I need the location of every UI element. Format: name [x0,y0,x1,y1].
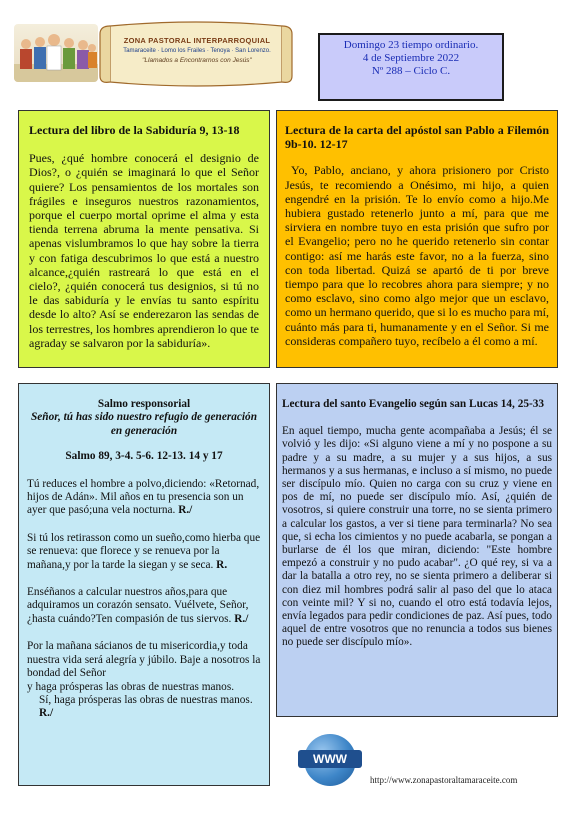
psalm-stanza-4-line3 [27,694,261,721]
second-reading-title: Lectura de la carta del apóstol san Pablo a Filemón 9b-10. 12-17 [285,123,549,152]
www-globe-icon [304,734,356,786]
psalm-stanza-2 [27,532,261,572]
parish-logo-illustration [14,24,98,82]
stanza-text: Por la mañana sácianos de tu misericordia,y toda nuestra vida será alegría y júbilo. Baje a nosotros la bondad del Señor [27,640,261,680]
gospel-text: En aquel tiempo, mucha gente acompañaba a Jesús; él se volvió y les dijo: «Si alguno viene a mí y no pospone a su padre y a su madre, a su mujer y a sus hijos, a sus hermanos y a sus hermanas, e incluso a sí mismo, no puede ser discípulo mío. Quien no carga con su cruz y viene en pos de mí, no puede ser discípulo mío. Así, ¿quién de vosotros, si quiere construir una torre, no se sienta primero a calcular los gastos, a ver si tiene para terminarla? No sea que, si echa los cimientos y no puede acabarla, se pongan a burlarse de él los que miran, diciendo: "Este hombre empezó a construir y no pudo acabar". ¿O qué rey, si va a dar la batalla a otro rey, no se sienta primero a deliberar si con diez mil hombres podrá salir al paso del que lo ataca con veinte mil? Y si no, cuando el otro está todavía lejos, envía legados para pedir condiciones de paz. Así pues, todo aquel de entre vosotros que no renuncia a todos sus bienes no puede ser discípulo mío». [282,425,552,649]
first-reading-title: Lectura del libro de la Sabiduría 9, 13-18 [29,123,240,137]
second-reading-box [276,110,558,368]
response-marker: R./ [234,612,249,625]
psalm-stanza-4 [27,640,261,680]
first-reading-box [18,110,270,368]
date-text: 4 de Septiembre 2022 [362,52,460,64]
gospel-title: Lectura del santo Evangelio según san Lucas 14, 25-33 [282,398,545,410]
psalm-reference: Salmo 89, 3-4. 5-6. 12-13. 14 y 17 [65,450,223,463]
liturgical-sunday: Domingo 23 tiempo ordinario. [343,39,479,51]
stanza-text: y haga prósperas las obras de nuestras manos. [27,680,235,693]
zone-motto: "Llamados a Encontrarnos con Jesús" [142,57,252,64]
website-link[interactable]: http://www.zonapastoraltamaraceite.com [370,775,518,785]
psalm-stanza-1 [27,478,261,518]
response-marker: R./ [178,504,193,517]
parishes-list: Tamaraceite · Lomo los Frailes · Tenoya · San Lorenzo. [123,48,271,54]
stanza-text: Sí, haga prósperas las obras de nuestras manos. [39,693,253,706]
zone-title: ZONA PASTORAL INTERPARROQUIAL [123,36,271,45]
date-box [318,33,504,101]
stanza-text: Tú reduces el hombre a polvo,diciendo: «Retornad, hijos de Adán». Mil años en tu presencia son un ayer que pasó;una vela nocturna. [27,477,260,517]
header-scroll-banner [92,16,300,94]
stanza-text: Si tú los retirasson como un sueño,como hierba que se renueva: que florece y se renueva por la mañana,y por la tarde la siegan y se seca. [27,531,261,571]
psalm-title: Salmo responsorial [97,398,191,410]
psalm-stanza-4-line2 [27,681,261,694]
psalm-response: Señor, tú has sido nuestro refugio de generación en generación [31,411,257,437]
response-marker: R./ [39,707,54,720]
issue-number: Nº 288 – Ciclo C. [371,65,451,77]
second-reading-text: Yo, Pablo, anciano, y ahora prisionero por Cristo Jesús, te recomiendo a Onésimo, mi hijo, a quien engendré en la prisión. Te lo envío como a hijo.Me hubiera gustado retenerlo junto a mí, para que me sirviera en nombre tuyo en esta prisión que sufro por el Evangelio; pero no he querido retenerlo sin contar contigo: así me harás este favor, no a la fuerza, sino con toda libertad. Quizá se apartó de ti por breve tiempo para que lo recobres ahora para siempre; y no como esclavo, sino como algo mejor que un esclavo, como un hermano querido, que si lo es mucho para mí, cuánto más para ti, humanamente y en el Señor. Si me consideras compañero tuyo, recíbelo a él como a mí. [285,163,549,348]
psalm-stanza-3 [27,586,261,626]
response-marker: R. [216,558,228,571]
first-reading-text: Pues, ¿qué hombre conocerá el designio de Dios?, o ¿quién se imaginará lo que el Señor quiere? Los pensamientos de los mortales son frágiles e inseguros nuestros razonamientos, porque el cuerpo mortal oprime el alma y esta tienda terrena abruma la mente pensativa. Si apenas vislumbramos lo que hay sobre la tierra y con fatiga descubrimos lo que está a nuestro alcance,¿quién rastreará lo que está en el cielo?, ¿quién conocerá tus designios, si tú no le das sabiduría y le envías tu santo espíritu desde lo alto? Así se enderezaron las sendas de los terrestres, los hombres aprendieron lo que te agraday se salvaron por la sabiduría». [29,151,259,350]
people-illustration [14,24,98,82]
psalm-box [18,383,270,786]
gospel-box [276,383,558,717]
globe-label: WWW [298,750,362,768]
stanza-text: Enséñanos a calcular nuestros años,para que adquiramos un corazón sensato. Vuélvete, Señor, ¿hasta cuándo?Ten compasión de tus siervos. [27,586,249,625]
